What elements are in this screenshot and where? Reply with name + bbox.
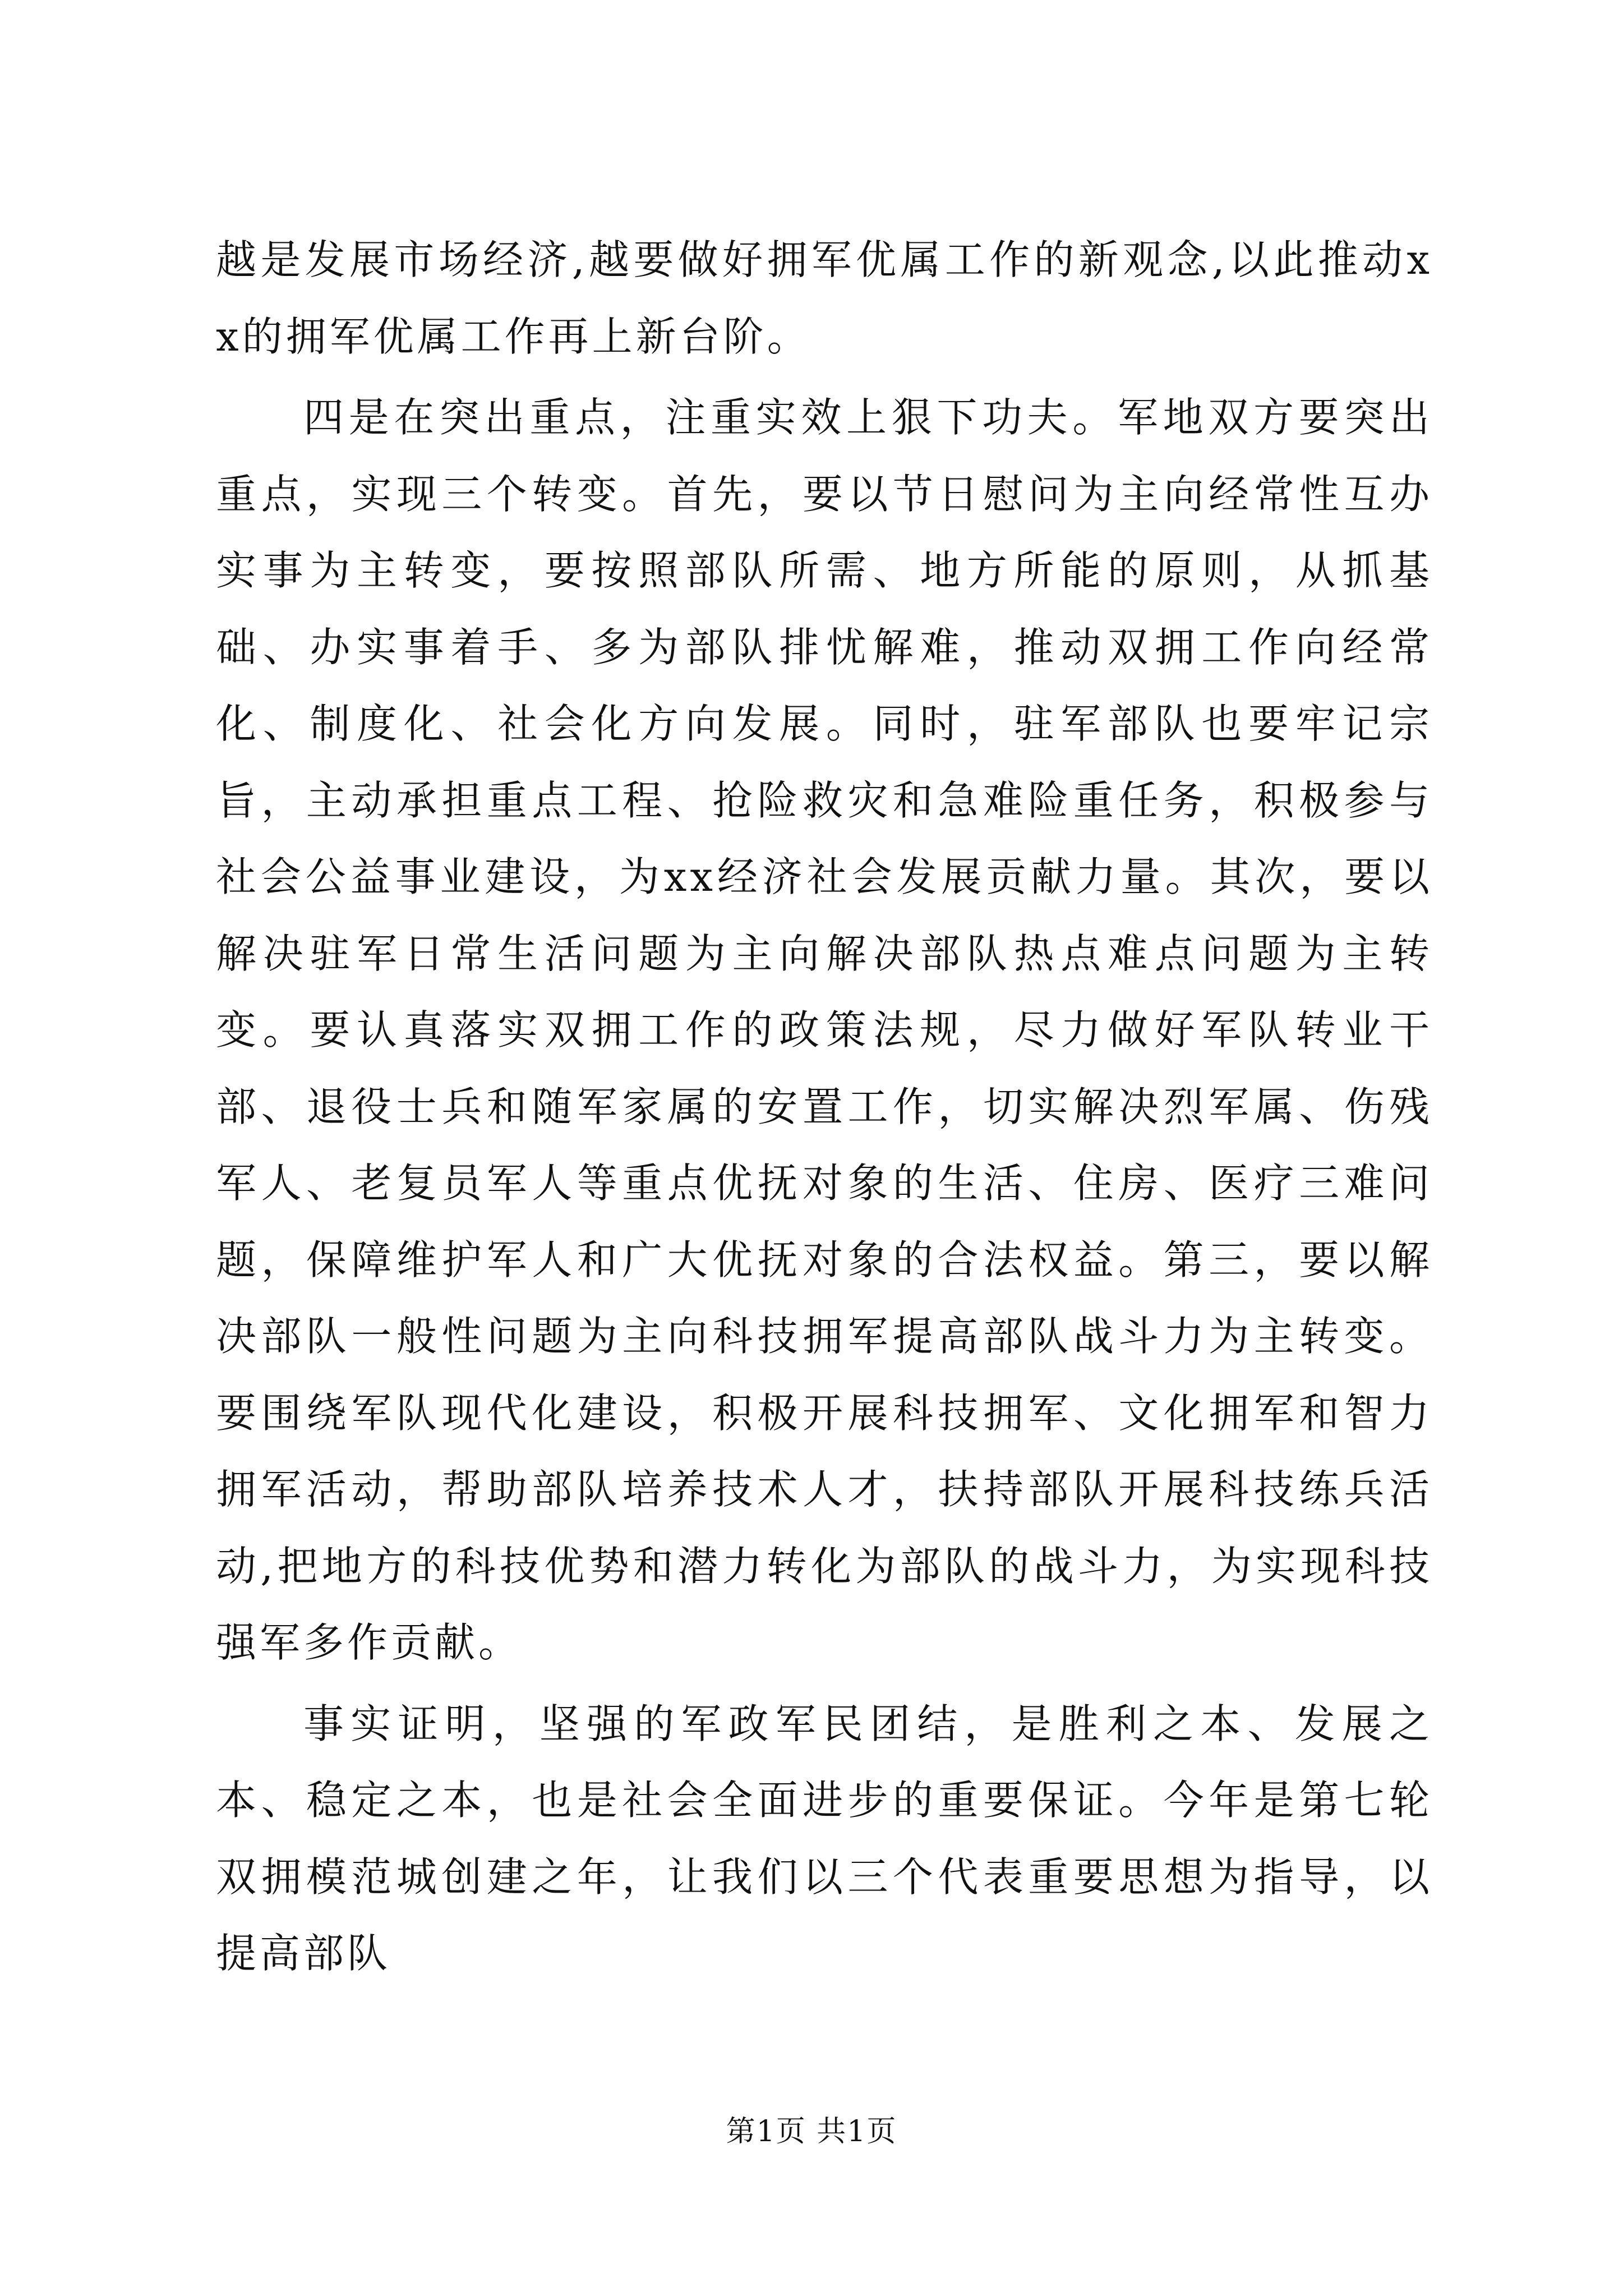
- page-footer: 第1页 共1页: [726, 2115, 897, 2148]
- document-body: [216, 222, 1433, 1992]
- paragraph-3: 事实证明，坚强的军政军民团结，是胜利之本、发展之本、稳定之本，也是社会全面进步的重要保证。今年是第七轮双拥模范城创建之年，让我们以三个代表重要思想为指导，以提高部队: [216, 1700, 1433, 1977]
- paragraph-1: 越是发展市场经济,越要做好拥军优属工作的新观念,以此推动xx的拥军优属工作再上新台阶。: [216, 236, 1433, 360]
- paragraph-2: 四是在突出重点，注重实效上狠下功夫。军地双方要突出重点，实现三个转变。首先，要以节日慰问为主向经常性互办实事为主转变，要按照部队所需、地方所能的原则，从抓基础、办实事着手、多为部队排忧解难，推动双拥工作向经常化、制度化、社会化方向发展。同时，驻军部队也要牢记宗旨，主动承担重点工程、抢险救灾和急难险重任务，积极参与社会公益事业建设，为xx经济社会发展贡献力量。其次，要以解决驻军日常生活问题为主向解决部队热点难点问题为主转变。要认真落实双拥工作的政策法规，尽力做好军队转业干部、退役士兵和随军家属的安置工作，切实解决烈军属、伤残军人、老复员军人等重点优抚对象的生活、住房、医疗三难问题，保障维护军人和广大优抚对象的合法权益。第三，要以解决部队一般性问题为主向科技拥军提高部队战斗力为主转变。要围绕军队现代化建设，积极开展科技拥军、文化拥军和智力拥军活动，帮助部队培养技术人才，扶持部队开展科技练兵活动,把地方的科技优势和潜力转化为部队的战斗力，为实现科技强军多作贡献。: [216, 394, 1433, 1666]
